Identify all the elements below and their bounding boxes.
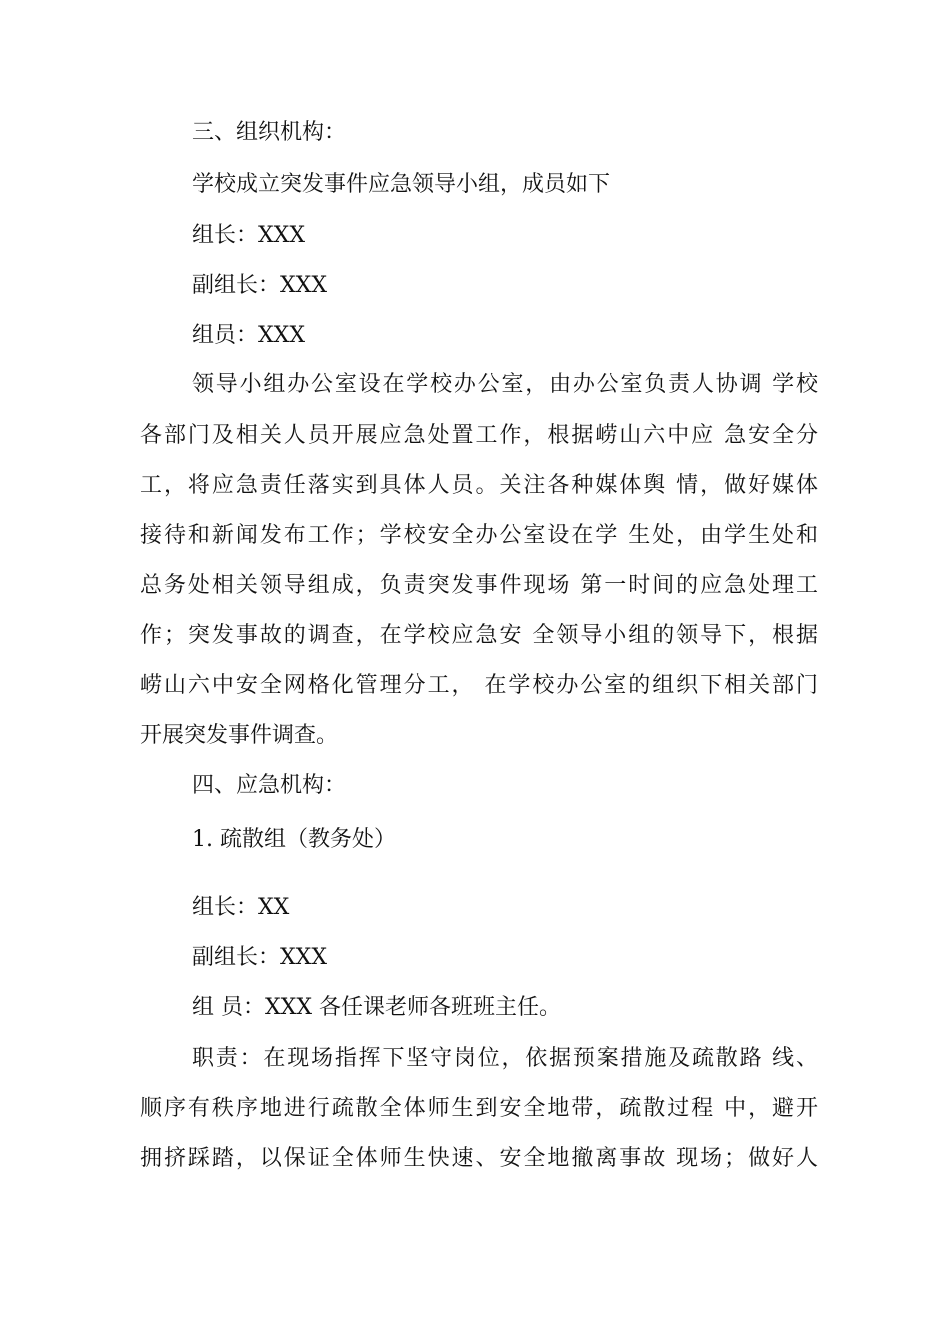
group-1-deputy-leader: 副组长：XXX	[192, 945, 327, 970]
section-3-heading: 三、组织机构：	[192, 120, 347, 145]
section-3-intro: 学校成立突发事件应急领导小组，成员如下	[192, 172, 611, 197]
group-1-title: 1. 疏散组（教务处）	[192, 827, 396, 852]
group-1-duty-line: 职责：在现场指挥下坚守岗位，依据预案措施及疏散路 线、	[192, 1046, 818, 1071]
section-3-paragraph-line: 作；突发事故的调查，在学校应急安 全领导小组的领导下，根据	[140, 623, 818, 648]
section-3-paragraph-line: 崂山六中安全网格化管理分工， 在学校办公室的组织下相关部门	[140, 673, 818, 698]
section-3-leader: 组长：XXX	[192, 223, 305, 248]
group-1-duty-line: 顺序有秩序地进行疏散全体师生到安全地带，疏散过程 中，避开	[140, 1096, 818, 1121]
section-3-paragraph-line: 各部门及相关人员开展应急处置工作，根据崂山六中应 急安全分	[140, 423, 818, 448]
section-3-paragraph-line: 领导小组办公室设在学校办公室，由办公室负责人协调 学校	[192, 372, 818, 397]
group-1-duty-line: 拥挤踩踏，以保证全体师生快速、安全地撤离事故 现场；做好人	[140, 1146, 818, 1171]
section-4-heading: 四、应急机构：	[192, 773, 347, 798]
group-1-members: 组 员：XXX 各任课老师各班班主任。	[192, 995, 561, 1020]
section-3-paragraph-line: 开展突发事件调查。	[140, 723, 339, 748]
section-3-paragraph-line: 接待和新闻发布工作；学校安全办公室设在学 生处，由学生处和	[140, 523, 818, 548]
group-1-leader: 组长：XX	[192, 895, 290, 920]
section-3-paragraph-line: 总务处相关领导组成，负责突发事件现场 第一时间的应急处理工	[140, 573, 818, 598]
section-3-members: 组员：XXX	[192, 323, 305, 348]
section-3-paragraph-line: 工，将应急责任落实到具体人员。关注各种媒体舆 情，做好媒体	[140, 473, 818, 498]
section-3-deputy-leader: 副组长：XXX	[192, 273, 327, 298]
